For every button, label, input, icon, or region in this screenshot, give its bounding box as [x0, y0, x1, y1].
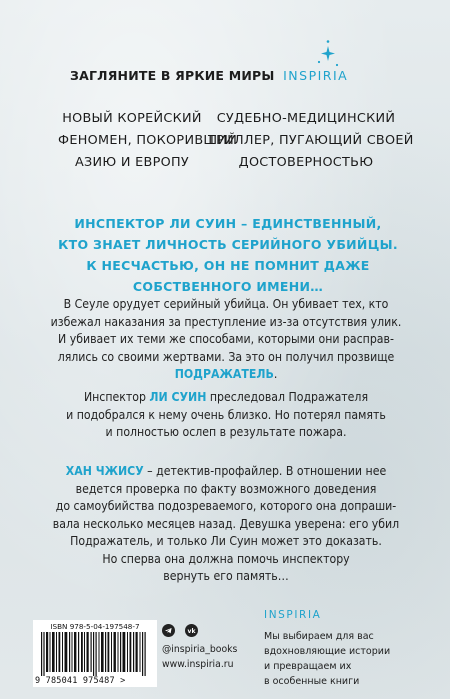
paragraph-end: .: [273, 367, 278, 381]
feature-right-line: СУДЕБНО-МЕДИЦИНСКИЙ: [216, 111, 396, 126]
series-brand: INSPIRIA: [283, 68, 349, 83]
feature-right: [208, 108, 414, 174]
paragraph-line: до самоубийства подозреваемого, которого она допраши-: [55, 499, 397, 513]
telegram-icon[interactable]: [162, 624, 175, 637]
synopsis-paragraph-2: [40, 389, 412, 442]
paragraph-line: Но сперва она должна помочь инспектору: [102, 551, 350, 566]
paragraph-line: [40, 463, 412, 481]
paragraph-text: преследовал Подражателя: [206, 390, 369, 404]
sparkle-icon: [314, 40, 342, 70]
teaser-line: ИНСПЕКТОР ЛИ СУИН – ЕДИНСТВЕННЫЙ,: [74, 216, 382, 231]
social-handle[interactable]: @inspiria_books: [162, 644, 238, 655]
paragraph-line: [40, 389, 412, 407]
highlight-nickname: ПОДРАЖАТЕЛЬ: [174, 367, 274, 381]
isbn-text: ISBN 978-5-04-197548-7: [50, 622, 140, 631]
imprint-tagline: [264, 629, 424, 689]
paragraph-line: [40, 366, 412, 384]
paragraph-line: И убивает их теми же способами, которыми они расправ-: [58, 332, 394, 346]
tagline-line: и превращаем их: [264, 661, 352, 672]
feature-left-line: ФЕНОМЕН, ПОКОРИВШИЙ: [58, 133, 238, 148]
tagline-line: в особенные книги: [264, 676, 360, 687]
synopsis-paragraph-3: [40, 463, 412, 586]
tagline-line: вдохновляющие истории: [264, 646, 391, 657]
feature-left-line: АЗИЮ И ЕВРОПУ: [74, 155, 190, 170]
barcode-digits: 9 785041 975487 >: [35, 676, 126, 686]
teaser-line: СОБСТВЕННОГО ИМЕНИ…: [132, 279, 324, 294]
vk-icon[interactable]: [185, 624, 198, 637]
paragraph-line: лялись со своими жертвами. За это он получил прозвище: [57, 349, 395, 364]
paragraph-text: Инспектор: [83, 390, 150, 404]
series-header: [70, 68, 390, 83]
teaser-line: К НЕСЧАСТЬЮ, ОН НЕ ПОМНИТ ДАЖЕ: [86, 258, 370, 273]
tagline-line: Мы выбираем для вас: [264, 631, 374, 642]
highlight-character-name: ХАН ЧЖИСУ: [65, 464, 144, 478]
barcode: [33, 620, 157, 687]
teaser-line: КТО ЗНАЕТ ЛИЧНОСТЬ СЕРИЙНОГО УБИЙЦЫ.: [58, 237, 398, 252]
paragraph-text: – детектив-профайлер. В отношении нее: [143, 464, 387, 478]
paragraph-line: Подражатель, и только Ли Суин может это доказать.: [70, 534, 382, 548]
paragraph-line: вала несколько месяцев назад. Девушка уверена: его убил: [52, 516, 400, 531]
svg-text:vk: vk: [187, 628, 196, 635]
teaser-block: [50, 213, 406, 297]
barcode-bars: [41, 632, 151, 676]
paragraph-line: избежал наказания за преступление из-за отсутствия улик.: [50, 314, 402, 329]
paragraph-line: и подобрался к нему очень близко. Но потерял память: [66, 407, 386, 422]
social-icons: [162, 620, 254, 636]
paragraph-line: вернуть его память…: [163, 569, 289, 583]
feature-right-line: ДОСТОВЕРНОСТЬЮ: [238, 155, 374, 170]
social-block: [162, 620, 254, 672]
website-link[interactable]: www.inspiria.ru: [162, 659, 234, 670]
paragraph-line: В Сеуле орудует серийный убийца. Он убивает тех, кто: [63, 297, 389, 311]
highlight-character-name: ЛИ СУИН: [149, 390, 207, 404]
feature-left-line: НОВЫЙ КОРЕЙСКИЙ: [62, 111, 202, 126]
synopsis-paragraph-1: [40, 296, 412, 384]
imprint-brand: INSPIRIA: [264, 609, 322, 621]
feature-left: [58, 108, 238, 174]
paragraph-line: и полностью ослеп в результате пожара.: [105, 425, 347, 439]
paragraph-line: ведется проверка по факту возможного доведения: [75, 481, 377, 496]
feature-right-line: ТРИЛЛЕР, ПУГАЮЩИЙ СВОЕЙ: [208, 133, 414, 148]
series-header-lead: ЗАГЛЯНИТЕ В ЯРКИЕ МИРЫ: [70, 68, 275, 83]
